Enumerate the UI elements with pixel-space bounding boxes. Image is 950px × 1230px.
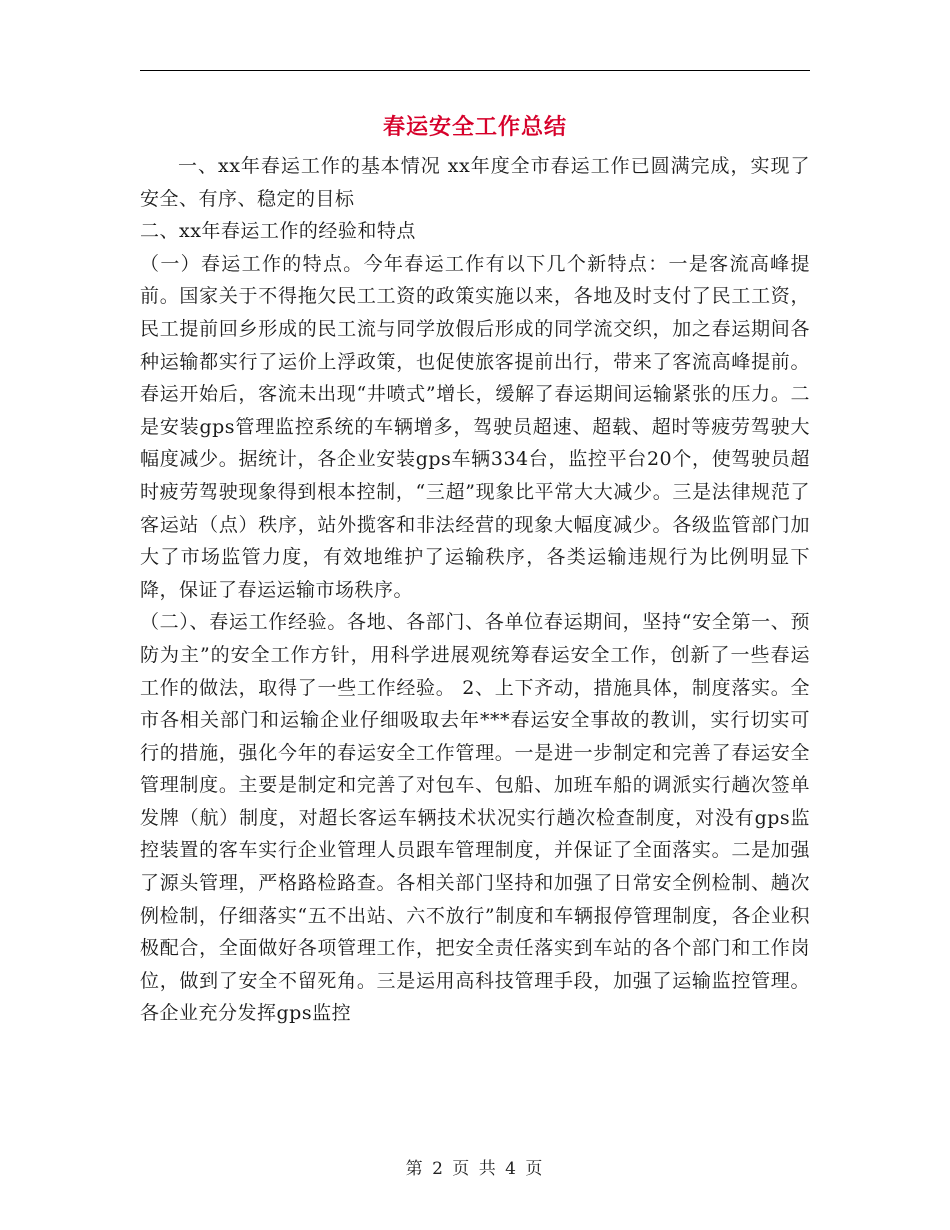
document-title: 春运安全工作总结: [382, 114, 567, 140]
document-body: [140, 150, 810, 1030]
paragraph-experience-heading: 二、xx年春运工作的经验和特点: [140, 220, 416, 243]
paragraph-characteristics: （一）春运工作的特点。今年春运工作有以下几个新特点：一是客流高峰提前。国家关于不得拖欠民工工资的政策实施以来，各地及时支付了民工工资，民工提前回乡形成的民工流与同学放假后形成的同学流交织，加之春运期间各种运输都实行了运价上浮政策，也促使旅客提前出行，带来了客流高峰提前。春运开始后，客流未出现“井喷式”增长，缓解了春运期间运输紧张的压力。二是安装gps管理监控系统的车辆增多，驾驶员超速、超载、超时等疲劳驾驶大幅度减少。据统计，各企业安装gps车辆334台，监控平台20个，使驾驶员超时疲劳驾驶现象得到根本控制，“三超”现象比平常大大减少。三是法律规范了客运站（点）秩序，站外揽客和非法经营的现象大幅度减少。各级监管部门加大了市场监管力度，有效地维护了运输秩序，各类运输违规行为比例明显下降，保证了春运运输市场秩序。: [140, 252, 810, 601]
header-rule: [140, 70, 810, 71]
paragraph-basic-situation: 一、xx年春运工作的基本情况 xx年度全市春运工作已圆满完成，实现了安全、有序、稳定的目标: [140, 155, 810, 210]
paragraph-experience: （二）、春运工作经验。各地、各部门、各单位春运期间，坚持“安全第一、预防为主”的安全工作方针，用科学进展观统筹春运安全工作，创新了一些春运工作的做法，取得了一些工作经验。 2、上下齐动，措施具体，制度落实。全市各相关部门和运输企业仔细吸取去年***春运安全事故的教训，实行切实可行的措施，强化今年的春运安全工作管理。一是进一步制定和完善了春运安全管理制度。主要是制定和完善了对包车、包船、加班车船的调派实行趟次签单发牌（航）制度，对超长客运车辆技术状况实行趟次检查制度，对没有gps监控装置的客车实行企业管理人员跟车管理制度，并保证了全面落实。二是加强了源头管理，严格路检路查。各相关部门坚持和加强了日常安全例检制、趟次例检制，仔细落实“五不出站、六不放行”制度和车辆报停管理制度，各企业积极配合，全面做好各项管理工作，把安全责任落实到车站的各个部门和工作岗位，做到了安全不留死角。三是运用高科技管理手段，加强了运输监控管理。各企业充分发挥gps监控: [140, 611, 810, 1025]
page-number: 第 2 页 共 4 页: [405, 1159, 545, 1179]
